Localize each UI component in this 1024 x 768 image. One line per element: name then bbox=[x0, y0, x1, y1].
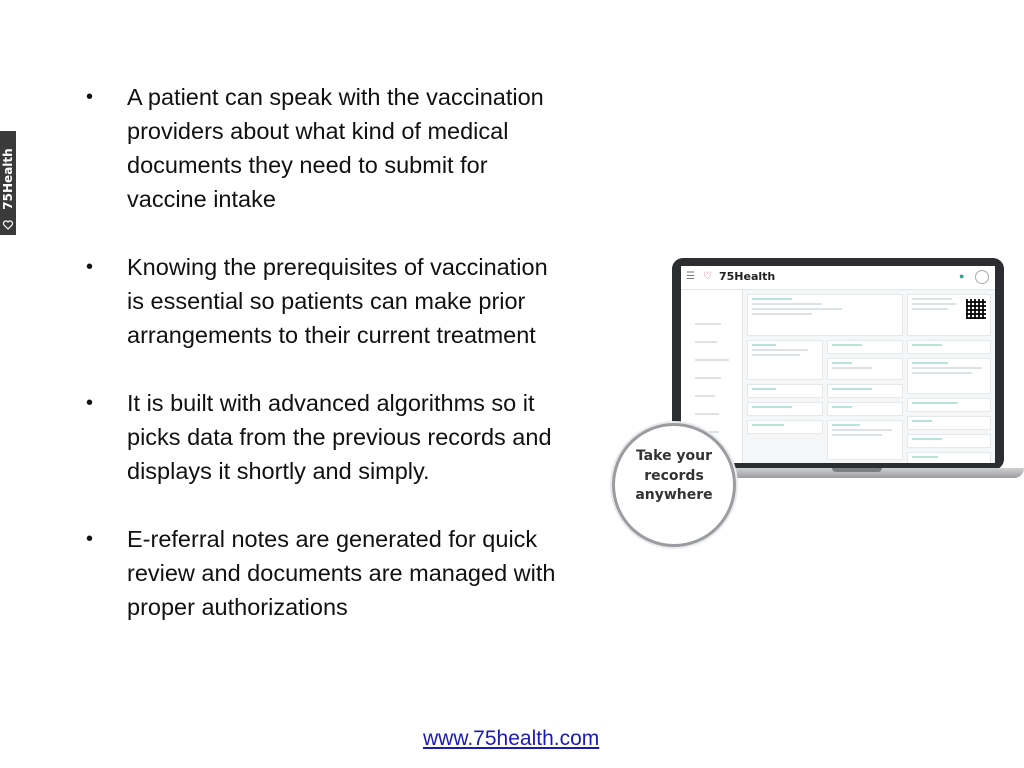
forms-card bbox=[907, 416, 991, 430]
heart-logo-icon bbox=[2, 219, 14, 231]
vaccine-card bbox=[747, 384, 823, 398]
laptop-screen bbox=[681, 266, 995, 463]
heart-icon: ♡ bbox=[703, 271, 712, 282]
bullet-text: E-referral notes are generated for quick review and documents are managed with proper authorizations bbox=[127, 526, 556, 620]
website-link[interactable]: www.75health.com bbox=[423, 727, 600, 750]
test-order-card bbox=[907, 340, 991, 354]
badge-text: Take your records anywhere bbox=[635, 448, 713, 503]
bell-icon: ● bbox=[959, 271, 965, 281]
bullet-text: Knowing the prerequisites of vaccination is essential so patients can make prior arrangements to their current treatment bbox=[127, 254, 548, 348]
record-header-card bbox=[747, 294, 903, 336]
records-badge bbox=[612, 423, 736, 547]
qr-card bbox=[907, 294, 991, 336]
bullet-dot: • bbox=[86, 86, 94, 108]
procedure-card bbox=[827, 340, 903, 354]
brand-tab bbox=[0, 131, 16, 235]
bullet-dot: • bbox=[86, 392, 94, 414]
sidebar-line bbox=[681, 395, 742, 408]
sidebar-line bbox=[681, 323, 742, 336]
goals-card bbox=[827, 358, 903, 380]
laptop-notch bbox=[832, 468, 882, 472]
bullet-item bbox=[86, 80, 556, 216]
bullet-item bbox=[86, 386, 556, 488]
menu-icon: ☰ bbox=[686, 271, 695, 282]
bullet-item bbox=[86, 250, 556, 352]
sidebar-line bbox=[681, 377, 742, 390]
app-header bbox=[681, 266, 995, 290]
medication-card bbox=[907, 358, 991, 394]
handout-card bbox=[907, 452, 991, 463]
laptop-screen-frame bbox=[672, 258, 1004, 470]
advance-directives-card bbox=[827, 384, 903, 398]
implantable-card bbox=[747, 402, 823, 416]
problems-card bbox=[827, 420, 903, 460]
sidebar-line bbox=[681, 413, 742, 426]
sidebar-line bbox=[681, 359, 742, 372]
bullet-item bbox=[86, 522, 556, 624]
vitals-card bbox=[747, 340, 823, 380]
bullet-dot: • bbox=[86, 256, 94, 278]
status-card bbox=[827, 402, 903, 416]
attach-file-card bbox=[907, 434, 991, 448]
physical-exam-card bbox=[907, 398, 991, 412]
qr-code-icon bbox=[966, 299, 986, 319]
sidebar-line bbox=[681, 341, 742, 354]
app-logo: 75Health bbox=[719, 270, 776, 283]
bullet-text: A patient can speak with the vaccination providers about what kind of medical documents they need to submit for vaccine intake bbox=[127, 84, 544, 212]
brand-name: 75Health bbox=[1, 148, 15, 210]
bullet-list bbox=[86, 80, 556, 658]
avatar bbox=[975, 270, 989, 284]
bullet-dot: • bbox=[86, 528, 94, 550]
assessment-card bbox=[747, 420, 823, 434]
bullet-text: It is built with advanced algorithms so it picks data from the previous records and displays it shortly and simply. bbox=[127, 390, 552, 484]
